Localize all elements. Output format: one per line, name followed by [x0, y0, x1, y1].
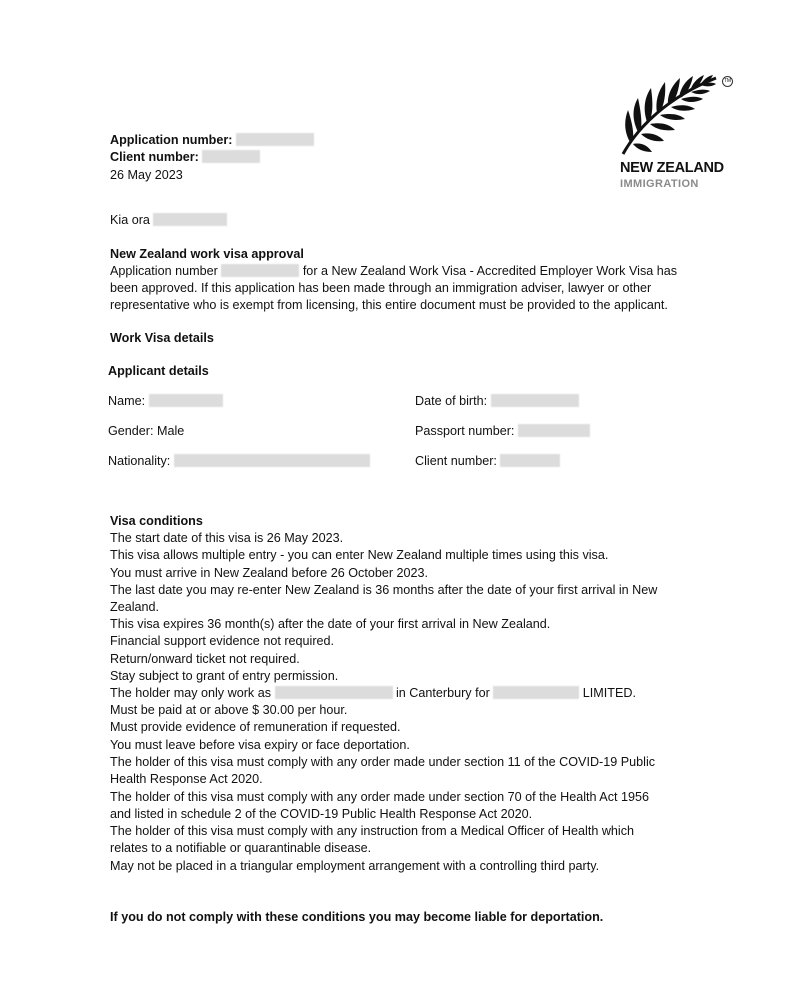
name-field	[108, 394, 223, 408]
nationality-label: Nationality:	[108, 454, 171, 468]
nationality-field	[108, 454, 370, 468]
redacted-client-number	[202, 150, 260, 163]
logo-subtitle: IMMIGRATION	[620, 178, 699, 190]
condition-line: You must arrive in New Zealand before 26 October 2023.	[110, 566, 429, 580]
approval-heading: New Zealand work visa approval	[110, 247, 304, 261]
client-number-row	[110, 150, 260, 164]
nz-immigration-logo	[618, 72, 738, 197]
application-number-row	[110, 133, 314, 147]
condition-line: The holder of this visa must comply with any instruction from a Medical Officer of Health which	[110, 824, 635, 838]
work-prefix: The holder may only work as	[110, 686, 271, 700]
dob-label: Date of birth:	[415, 394, 488, 408]
condition-line: This visa allows multiple entry - you can enter New Zealand multiple times using this visa.	[110, 548, 609, 562]
fern-icon	[618, 72, 728, 157]
approval-line-1-suffix: for a New Zealand Work Visa - Accredited Employer Work Visa has	[302, 264, 678, 278]
applicant-client-number-label: Client number:	[415, 454, 497, 468]
redacted-recipient-name	[153, 213, 227, 226]
passport-label: Passport number:	[415, 424, 515, 438]
greeting-row	[110, 213, 227, 227]
condition-line: The holder of this visa must comply with any order made under section 70 of the Health Act 1956	[110, 790, 650, 804]
condition-line: You must leave before visa expiry or face deportation.	[110, 738, 410, 752]
gender-field: Gender: Male	[108, 424, 185, 438]
application-number-label: Application number:	[110, 133, 233, 147]
redacted-occupation	[275, 686, 393, 699]
applicant-client-number-field	[415, 454, 560, 468]
condition-line: Must provide evidence of remuneration if requested.	[110, 720, 401, 734]
work-visa-details-heading: Work Visa details	[110, 331, 214, 345]
greeting: Kia ora	[110, 213, 150, 227]
condition-line: The start date of this visa is 26 May 2023.	[110, 531, 344, 545]
condition-line: Must be paid at or above $ 30.00 per hour.	[110, 703, 348, 717]
condition-line: relates to a notifiable or quarantinable disease.	[110, 841, 372, 855]
condition-line: and listed in schedule 2 of the COVID-19 Public Health Response Act 2020.	[110, 807, 533, 821]
condition-line: The last date you may re-enter New Zealand is 36 months after the date of your first arrival in New	[110, 583, 658, 597]
redacted-name	[149, 394, 223, 407]
name-label: Name:	[108, 394, 146, 408]
deportation-warning: If you do not comply with these conditions you may become liable for deportation.	[110, 910, 604, 924]
redacted-application-number	[236, 133, 314, 146]
redacted-passport-number	[518, 424, 590, 437]
logo-title: NEW ZEALAND	[620, 160, 724, 176]
work-suffix: LIMITED.	[582, 686, 636, 700]
approval-line-1	[110, 264, 677, 278]
client-number-label: Client number:	[110, 150, 199, 164]
redacted-dob	[491, 394, 579, 407]
visa-conditions-heading: Visa conditions	[110, 514, 203, 528]
work-condition-line	[110, 686, 636, 700]
dob-field	[415, 394, 579, 408]
redacted-nationality	[174, 454, 370, 467]
condition-line: May not be placed in a triangular employment arrangement with a controlling third party.	[110, 859, 600, 873]
condition-line: Stay subject to grant of entry permission.	[110, 669, 339, 683]
approval-line-2: been approved. If this application has been made through an immigration adviser, lawyer or other	[110, 281, 652, 295]
condition-line: Health Response Act 2020.	[110, 772, 263, 786]
work-middle: in Canterbury for	[396, 686, 490, 700]
condition-line: Zealand.	[110, 600, 160, 614]
condition-line: The holder of this visa must comply with any order made under section 11 of the COVID-19 Public	[110, 755, 656, 769]
redacted-application-number-2	[221, 264, 299, 277]
trademark-symbol: TM	[722, 76, 733, 87]
redacted-employer	[493, 686, 579, 699]
applicant-details-heading: Applicant details	[108, 364, 209, 378]
condition-line: Financial support evidence not required.	[110, 634, 335, 648]
redacted-applicant-client-number	[500, 454, 560, 467]
letter-date: 26 May 2023	[110, 168, 183, 182]
condition-line: Return/onward ticket not required.	[110, 652, 300, 666]
condition-line: This visa expires 36 month(s) after the date of your first arrival in New Zealand.	[110, 617, 551, 631]
passport-field	[415, 424, 590, 438]
approval-line-1-prefix: Application number	[110, 264, 218, 278]
approval-line-3: representative who is exempt from licensing, this entire document must be provided to the applicant.	[110, 298, 668, 312]
